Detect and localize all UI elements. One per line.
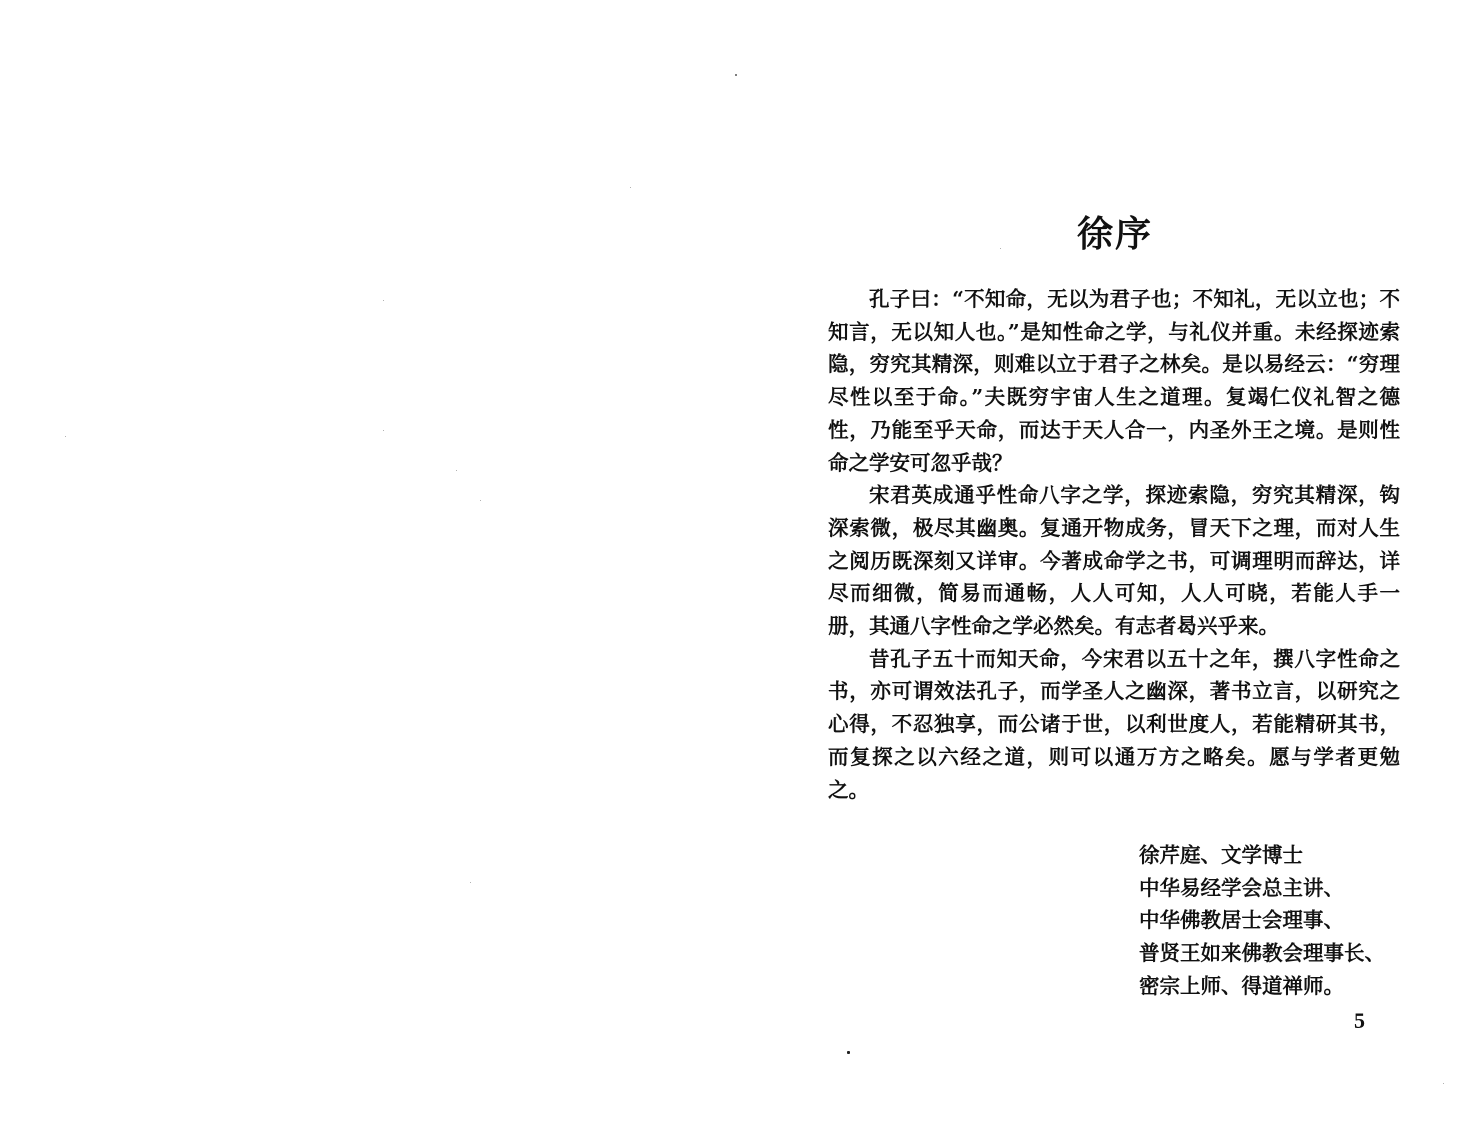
paragraph-3: 昔孔子五十而知天命，今宋君以五十之年，撰八字性命之书，亦可谓效法孔子，而学圣人之幽深，著书立言，以研究之心得，不忍独享，而公诸于世，以利世度人，若能精研其书，而复探之以六经之道，则可以通万方之略矣。愿与学者更勉之。: [828, 646, 1400, 802]
print-speck: [847, 1051, 850, 1054]
print-speck: [65, 436, 66, 437]
print-speck: [480, 500, 481, 501]
print-speck: [470, 882, 471, 883]
author-signature-block: [1139, 839, 1439, 1003]
signature-line: 中华佛教居士会理事、: [1139, 908, 1344, 933]
print-speck: [1443, 1083, 1444, 1084]
page-title: 徐序: [1076, 214, 1153, 255]
print-speck: [1000, 248, 1001, 249]
paragraph-2: 宋君英成通乎性命八字之学，探迹索隐，穷究其精深，钩深索微，极尽其幽奥。复通开物成务，冒天下之理，而对人生之阅历既深刻又详审。今著成命学之书，可调理明而辞达，详尽而细微，简易而通畅，人人可知，人人可晓，若能人手一册，其通八字性命之学必然矣。有志者曷兴乎来。: [828, 483, 1400, 639]
signature-line: 密宗上师、得道禅师。: [1139, 973, 1344, 998]
paragraph-1: 孔子曰：“不知命，无以为君子也；不知礼，无以立也；不知言，无以知人也。”是知性命之学，与礼仪并重。未经探迹索隐，穷究其精深，则难以立于君子之林矣。是以易经云：“穷理尽性以至于命。”夫既穷宇宙人生之道理。复竭仁仪礼智之德性，乃能至乎天命，而达于天人合一，内圣外王之境。是则性命之学安可忽乎哉？: [828, 287, 1400, 475]
signature-line: 徐芹庭、文学博士: [1139, 843, 1303, 867]
print-speck: [383, 430, 384, 431]
signature-line: 普贤王如来佛教会理事长、: [1139, 941, 1385, 966]
preface-body: [828, 283, 1400, 806]
page-number: 5: [1354, 1008, 1365, 1033]
left-blank-page: [0, 0, 737, 1122]
signature-line: 中华易经学会总主讲、: [1139, 875, 1344, 900]
print-speck: [383, 300, 384, 301]
print-speck: [456, 470, 457, 471]
print-speck: [630, 187, 631, 188]
